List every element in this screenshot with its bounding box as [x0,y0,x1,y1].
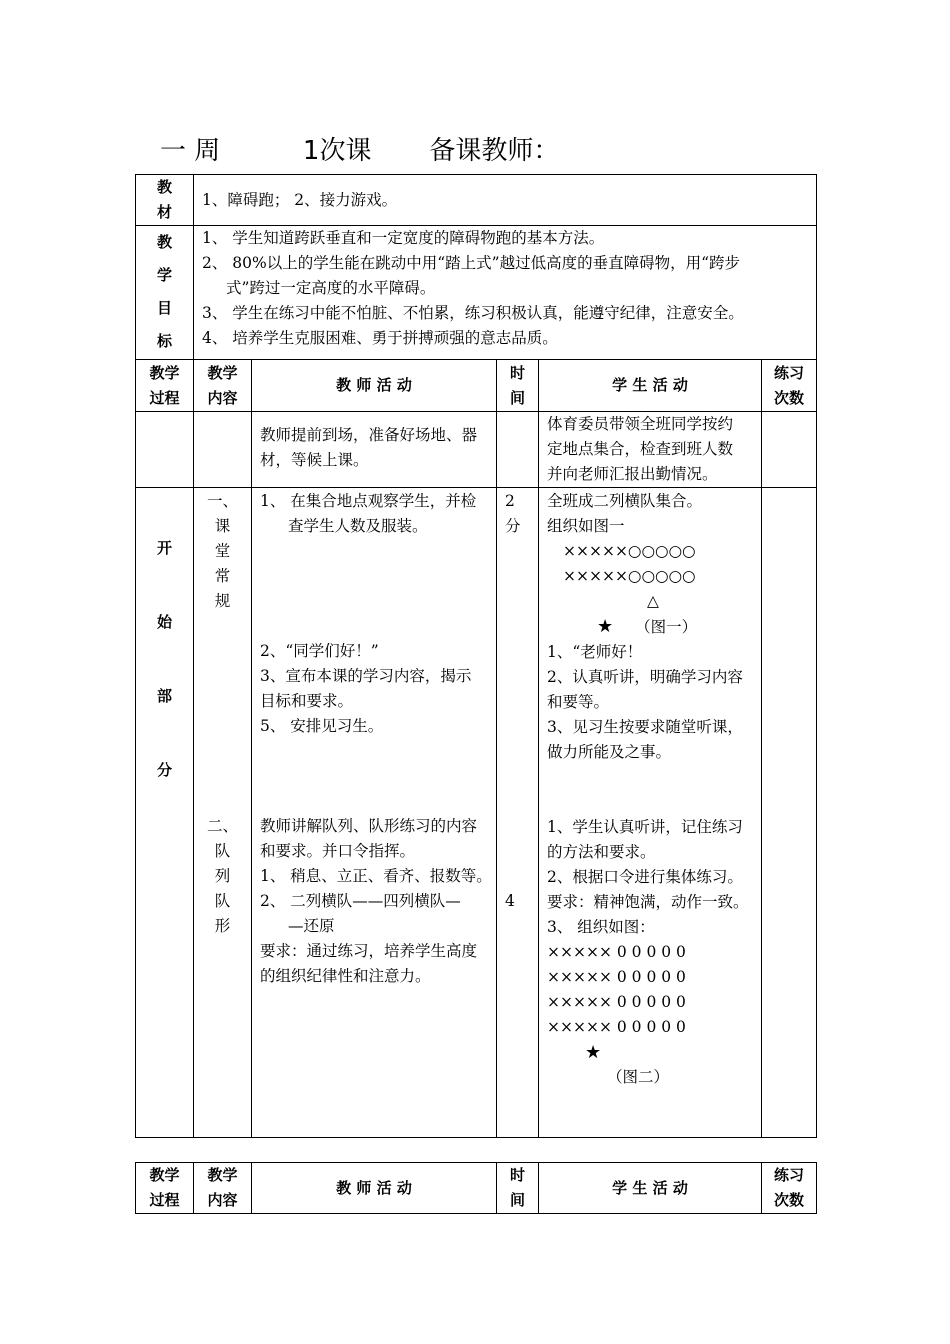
text-line: 堂 [214,542,231,560]
text-line: 形 [214,917,231,935]
text-line: 体育委员带领全班同学按约 [547,415,734,433]
label-char: 始 [156,613,172,631]
objective-item: 2、 80%以上的学生能在跳动中用“踏上式”越过低高度的垂直障碍物，用“跨步 [202,254,741,272]
text-line: 要求：精神饱满，动作一致。 [547,893,749,911]
col-text: 内容 [207,1191,238,1209]
objective-item: 3、 学生在练习中能不怕脏、不怕累，练习积极认真，能遵守纪律，注意安全。 [202,304,744,322]
prep-time [497,412,539,488]
materials-content: 1、障碍跑； 2、接力游戏。 [194,175,817,226]
start-student [539,488,762,1138]
lesson-plan-table [135,174,817,1138]
start-section-label [136,488,194,1138]
text-line: 4 [505,892,515,910]
col-process [136,1163,194,1214]
column-header-row [136,360,817,412]
label-char: 学 [156,266,172,284]
triangle-marker: △ [647,592,659,610]
page-heading [160,130,559,167]
text-line: 规 [214,592,231,610]
formation-row: ×××××○○○○○ [563,542,696,560]
text-line: 列 [214,867,231,885]
text-line: 2、“同学们好！” [260,642,379,660]
text-line: 3、见习生按要求随堂听课， [547,718,743,736]
text-line: 1、学生认真听讲，记住练习 [547,818,743,836]
lesson-plan-table-page2 [135,1162,817,1214]
objective-item: 4、 培养学生克服困难、勇于拼搏顽强的意志品质。 [202,329,558,347]
text-line: 组织如图一 [547,517,625,535]
text-line: 的方法和要求。 [547,843,656,861]
col-process [136,360,194,412]
star-marker: ★ [585,1042,602,1063]
teacher-label: 备课教师： [429,136,560,166]
prep-student [539,412,762,488]
label-char: 教 [156,178,172,196]
materials-label [136,175,194,226]
col-text: 教学 [207,363,238,382]
col-student: 学 生 活 动 [539,360,762,412]
col-text: 时 [509,363,525,382]
figure1-caption [547,614,757,640]
text-line: 1、 在集合地点观察学生，并检 [260,492,477,510]
text-line: 队 [214,892,231,910]
text-line: 2、 二列横队——四列横队— [260,892,461,910]
objectives-content [194,226,817,360]
col-teacher: 教 师 活 动 [252,1163,497,1214]
text-line: 的组织纪律性和注意力。 [260,967,431,985]
col-text: 教学 [149,1166,180,1184]
star-marker: ★ [597,616,614,637]
col-text: 练习 [774,363,805,382]
col-text: 教学 [207,1166,238,1184]
objective-item: 式”跨过一定高度的水平障碍。 [226,279,436,297]
text-line: 课 [214,517,231,535]
col-text: 次数 [774,388,805,407]
col-text: 练习 [773,1166,804,1184]
start-count [762,488,817,1138]
col-count [762,360,817,412]
text-line: 分 [505,517,521,535]
figure-label: （图二） [607,1068,670,1086]
objectives-label [136,226,194,360]
col-content [194,360,252,412]
text-line: 和要求。并口令指挥。 [260,842,416,860]
text-line: 2、根据口令进行集体练习。 [547,868,743,886]
prep-process [136,412,194,488]
materials-row [136,175,817,226]
week-label: 一 周 [160,136,221,166]
label-char: 部 [156,687,172,705]
prep-teacher [252,412,497,488]
text-line: —还原 [288,917,335,935]
col-text: 教学 [149,363,180,382]
col-text: 过程 [149,388,180,407]
col-teacher: 教 师 活 动 [252,360,497,412]
objectives-row [136,226,817,360]
prep-row [136,412,817,488]
text-line: 队 [214,842,231,860]
label-char: 分 [156,761,172,779]
col-time [497,1163,539,1214]
text-line: 目标和要求。 [260,692,354,710]
col-text: 次数 [773,1191,804,1209]
start-section-row [136,488,817,1138]
label-char: 开 [156,539,172,557]
label-char: 教 [156,233,172,251]
col-text: 内容 [207,388,238,407]
formation-row: ××××× 0 0 0 0 0 [547,968,686,986]
prep-content [194,412,252,488]
text-line: 3、宣布本课的学习内容，揭示 [260,667,472,685]
text-line: 教师提前到场，准备好场地、器 [260,426,478,444]
col-text: 时 [509,1166,525,1184]
text-line: 查学生人数及服装。 [288,517,428,535]
text-line: 并向老师汇报出勤情况。 [547,465,718,483]
text-line: 要求：通过练习，培养学生高度 [260,942,478,960]
start-content [194,488,252,1138]
start-time [497,488,539,1138]
figure-label: （图一） [635,618,698,636]
label-char: 目 [156,299,172,317]
objective-item: 1、 学生知道跨跃垂直和一定宽度的障碍物跑的基本方法。 [202,229,605,247]
text-line: 1、“老师好！ [547,643,643,661]
text-line: 2、认真听讲，明确学习内容 [547,668,743,686]
text-line: 1、 稍息、立正、看齐、报数等。 [260,867,492,885]
text-line: 材，等候上课。 [260,451,369,469]
prep-count [762,412,817,488]
col-content [194,1163,252,1214]
formation-row: ×××××○○○○○ [563,567,696,585]
col-count [762,1163,817,1214]
col-text: 间 [509,388,525,407]
col-text: 过程 [149,1191,180,1209]
col-student: 学 生 活 动 [539,1163,762,1214]
part2-content [194,814,251,939]
label-char: 材 [156,203,172,221]
formation-row: ××××× 0 0 0 0 0 [547,993,686,1011]
lesson-label: 1次课 [302,136,372,166]
text-line: 2 [505,492,515,510]
text-line: 3、 组织如图： [547,918,655,936]
text-line: 常 [214,567,231,585]
label-char: 标 [156,332,172,350]
text-line: 全班成二列横队集合。 [547,492,703,510]
start-teacher [252,488,497,1138]
text-line: 定地点集合，检查到班人数 [547,440,734,458]
text-line: 教师讲解队列、队形练习的内容 [260,817,478,835]
text-line: 一、 [206,492,238,510]
text-line: 做力所能及之事。 [547,743,672,761]
col-time [497,360,539,412]
text-line: 二、 [206,817,238,835]
text-line: 5、 安排见习生。 [260,717,384,735]
col-text: 间 [509,1191,525,1209]
formation-row: ××××× 0 0 0 0 0 [547,1018,686,1036]
part1-content [194,489,251,614]
column-header-row-2 [136,1163,817,1214]
text-line: 和要等。 [547,693,610,711]
formation-row: ××××× 0 0 0 0 0 [547,943,686,961]
